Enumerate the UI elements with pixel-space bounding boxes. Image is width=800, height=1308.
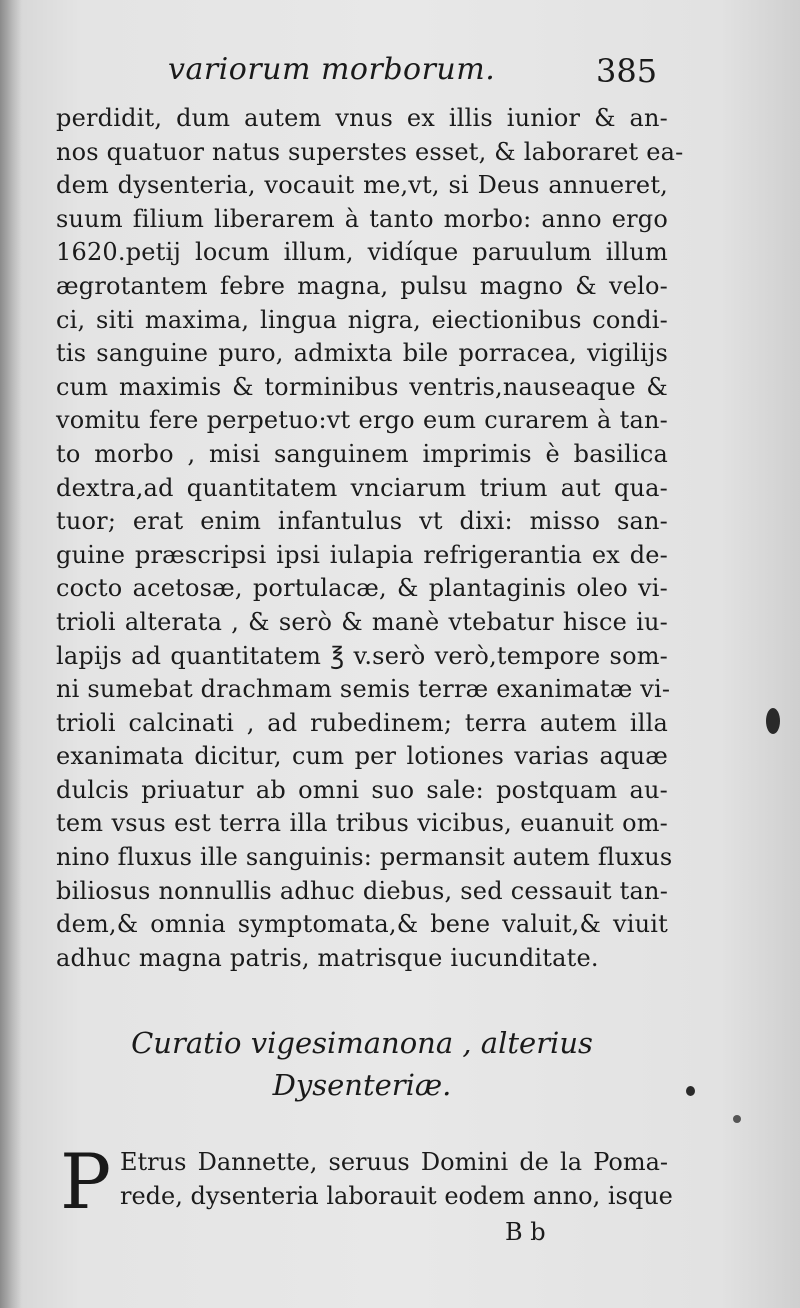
text-line: suum filium liberarem à tanto morbo: anno ergo: [56, 204, 668, 233]
text-line: guine præscripsi ipsi iulapia refrigerantia ex de-: [56, 540, 668, 569]
text-line: perdidit, dum autem vnus ex illis iunior & an-: [56, 104, 668, 132]
text-line: trioli alterata , & serò & manè vtebatur hisce iu-: [56, 607, 668, 636]
paper-speck: [733, 1115, 741, 1123]
paragraph-2: [56, 1137, 673, 1226]
text-line: ægrotantem febre magna, pulsu magno & velo-: [56, 271, 668, 300]
text-line: dulcis priuatur ab omni suo sale: postquam au-: [56, 775, 668, 804]
section-heading-line-2: Dysenteriæ.: [272, 1068, 452, 1102]
page-spine-shadow: [0, 0, 22, 1308]
running-title: variorum morborum.: [168, 52, 496, 87]
page-header: [0, 48, 800, 98]
text-line: adhuc magna patris, matrisque iucunditate.: [56, 943, 599, 972]
text-line: 1620.petij locum illum, vidíque paruulum illum: [56, 238, 668, 267]
catchword: B b: [505, 1218, 546, 1246]
paper-speck: [686, 1086, 695, 1096]
text-line: trioli calcinati , ad rubedinem; terra autem illa: [56, 708, 668, 737]
text-line: ni sumebat drachmam semis terræ exanimatæ vi-: [56, 675, 671, 704]
text-line: ci, siti maxima, lingua nigra, eiectionibus condi-: [56, 305, 668, 334]
text-line: biliosus nonnullis adhuc diebus, sed cessauit tan-: [56, 876, 668, 905]
text-line: tuor; erat enim infantulus vt dixi: misso san-: [56, 507, 668, 536]
text-line: lapijs ad quantitatem ℥ v.serò verò,tempore som-: [56, 641, 668, 670]
text-line: nos quatuor natus superstes esset, & laboraret ea-: [56, 137, 684, 166]
paragraph-1: [56, 102, 684, 975]
paper-speck: [766, 708, 780, 734]
text-line: tis sanguine puro, admixta bile porracea, vigilijs: [56, 339, 668, 368]
page-number: 385: [596, 52, 658, 90]
text-line: dem dysenteria, vocauit me,vt, si Deus annueret,: [56, 171, 668, 200]
text-line: exanimata dicitur, cum per lotiones varias aquæ: [56, 742, 668, 771]
text-line: dextra,ad quantitatem vnciarum trium aut qua-: [56, 473, 668, 502]
section-heading-line-1: Curatio vigesimanona , alterius: [131, 1026, 593, 1060]
section-heading: [56, 1022, 668, 1106]
text-line: nino fluxus ille sanguinis: permansit autem fluxus: [56, 843, 673, 872]
text-line: dem,& omnia symptomata,& bene valuit,& viuit: [56, 910, 668, 939]
drop-cap: P: [60, 1137, 112, 1226]
text-line: cocto acetosæ, portulacæ, & plantaginis oleo vi-: [56, 574, 668, 603]
text-line: to morbo , misi sanguinem imprimis è basilica: [56, 439, 668, 468]
text-line: rede, dysenteria laborauit eodem anno, isque: [120, 1181, 673, 1210]
text-line: cum maximis & torminibus ventris,nauseaque &: [56, 372, 668, 401]
text-line: vomitu fere perpetuo:vt ergo eum curarem à tan-: [56, 406, 668, 435]
text-line: Etrus Dannette, seruus Domini de la Poma-: [120, 1148, 668, 1176]
text-line: tem vsus est terra illa tribus vicibus, euanuit om-: [56, 809, 668, 838]
